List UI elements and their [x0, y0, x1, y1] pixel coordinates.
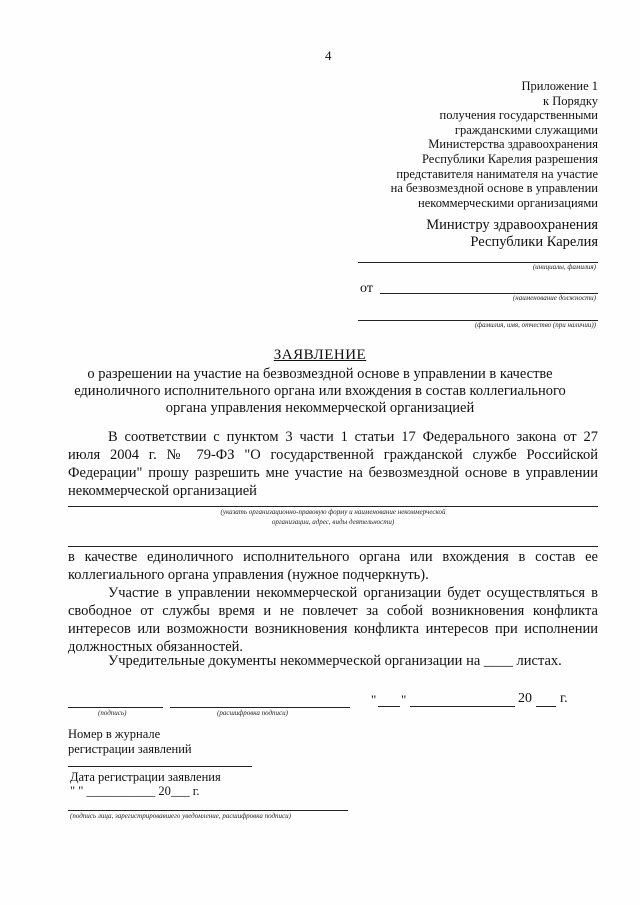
decoding-line	[170, 707, 350, 708]
bottom-signature-line	[68, 810, 348, 811]
initials-hint: (инициалы, фамилия)	[532, 263, 596, 271]
date-month-line	[410, 706, 515, 707]
appendix-block	[391, 79, 598, 210]
subtitle-line: органа управления некоммерческой организацией	[165, 400, 475, 416]
document-subtitle	[0, 366, 640, 417]
appendix-line: Республики Карелия разрешения	[422, 151, 598, 166]
bottom-signature-hint: (подпись лица, зарегистрировавшего уведомление, расшифровка подписи)	[70, 812, 291, 820]
appendix-line: представителя нанимателя на участие	[396, 166, 598, 181]
page-number: 4	[325, 48, 332, 63]
fullname-hint: (фамилия, имя, отчество (при наличии))	[474, 321, 596, 329]
addressee-line: Министру здравоохранения	[426, 217, 598, 233]
decoding-hint: (расшифровка подписи)	[217, 709, 288, 717]
paragraph-line: должностных обязанностей.	[68, 639, 244, 655]
appendix-line: получения государственными	[439, 108, 598, 123]
journal-line: регистрации заявлений	[68, 742, 192, 756]
journal-line: Номер в журнале	[68, 727, 161, 741]
paragraph-documents	[108, 652, 562, 670]
paragraph-line: свободное от службы время и не повлечет за собой возникновения конфликта	[68, 603, 598, 619]
organization-hint	[68, 507, 598, 527]
signature-hint: (подпись)	[98, 709, 127, 717]
document-title: ЗАЯВЛЕНИЕ	[273, 347, 367, 363]
paragraph-line: Федерации" прошу разрешить мне участие на безвозмездной основе в управлении	[68, 465, 598, 481]
from-label: от	[360, 281, 373, 296]
subtitle-line: о разрешении на участие на безвозмездной основе в управлении в качестве	[87, 366, 553, 382]
organization-line-2	[68, 546, 598, 547]
addressee-block	[426, 217, 598, 251]
date-day-line	[378, 706, 400, 707]
paragraph-line: Учредительные документы некоммерческой организации на ____ листах.	[108, 653, 562, 669]
paragraph-line: В соответствии с пунктом 3 части 1 статьи 17 Федерального закона от 27	[108, 429, 598, 445]
appendix-line: на безвозмездной основе в управлении	[390, 181, 598, 196]
date-year-line	[536, 706, 556, 707]
paragraph-line: Участие в управлении некоммерческой организации будет осуществляться в	[108, 585, 598, 601]
position-hint: (наименование должности)	[512, 294, 596, 302]
appendix-line: гражданскими служащими	[454, 122, 598, 137]
paragraph-line: интересов или возможности возникновения конфликта интересов при исполнении	[68, 621, 598, 637]
appendix-line: Министерства здравоохранения	[428, 137, 598, 152]
date-year-suffix: г.	[560, 691, 568, 706]
organization-hint-line: организации, адрес, виды деятельности)	[271, 518, 395, 526]
paragraph-conflict	[68, 584, 598, 656]
paragraph-line: в качестве единоличного исполнительного органа или вхождения в состав ее	[68, 549, 598, 565]
date-quote-close: "	[401, 692, 407, 707]
paragraph-line: коллегиального органа управления (нужное подчеркнуть).	[68, 567, 429, 583]
subtitle-line: единоличного исполнительного органа или вхождения в состав коллегиального	[74, 383, 566, 399]
registration-date: " " ___________ 20___ г.	[70, 784, 200, 798]
paragraph-request	[68, 428, 598, 500]
signature-line	[68, 707, 163, 708]
registration-date-label: Дата регистрации заявления	[70, 770, 221, 784]
appendix-line: Приложение 1	[521, 79, 598, 93]
paragraph-line: июля 2004 г. № 79-ФЗ "О государственной гражданской службе Российской	[68, 447, 598, 463]
organization-hint-line: (указать организационно-правовую форму и наименование некоммерческой	[220, 508, 446, 516]
paragraph-line: некоммерческой организацией	[68, 483, 257, 499]
journal-block	[68, 727, 192, 757]
date-year-prefix: 20	[518, 691, 532, 706]
date-quote-open: "	[371, 692, 377, 707]
paragraph-role	[68, 548, 598, 584]
addressee-line: Республики Карелия	[470, 234, 598, 250]
appendix-line: некоммерческими организациями	[418, 195, 598, 210]
journal-number-line	[68, 766, 252, 767]
appendix-line: к Порядку	[543, 93, 598, 108]
